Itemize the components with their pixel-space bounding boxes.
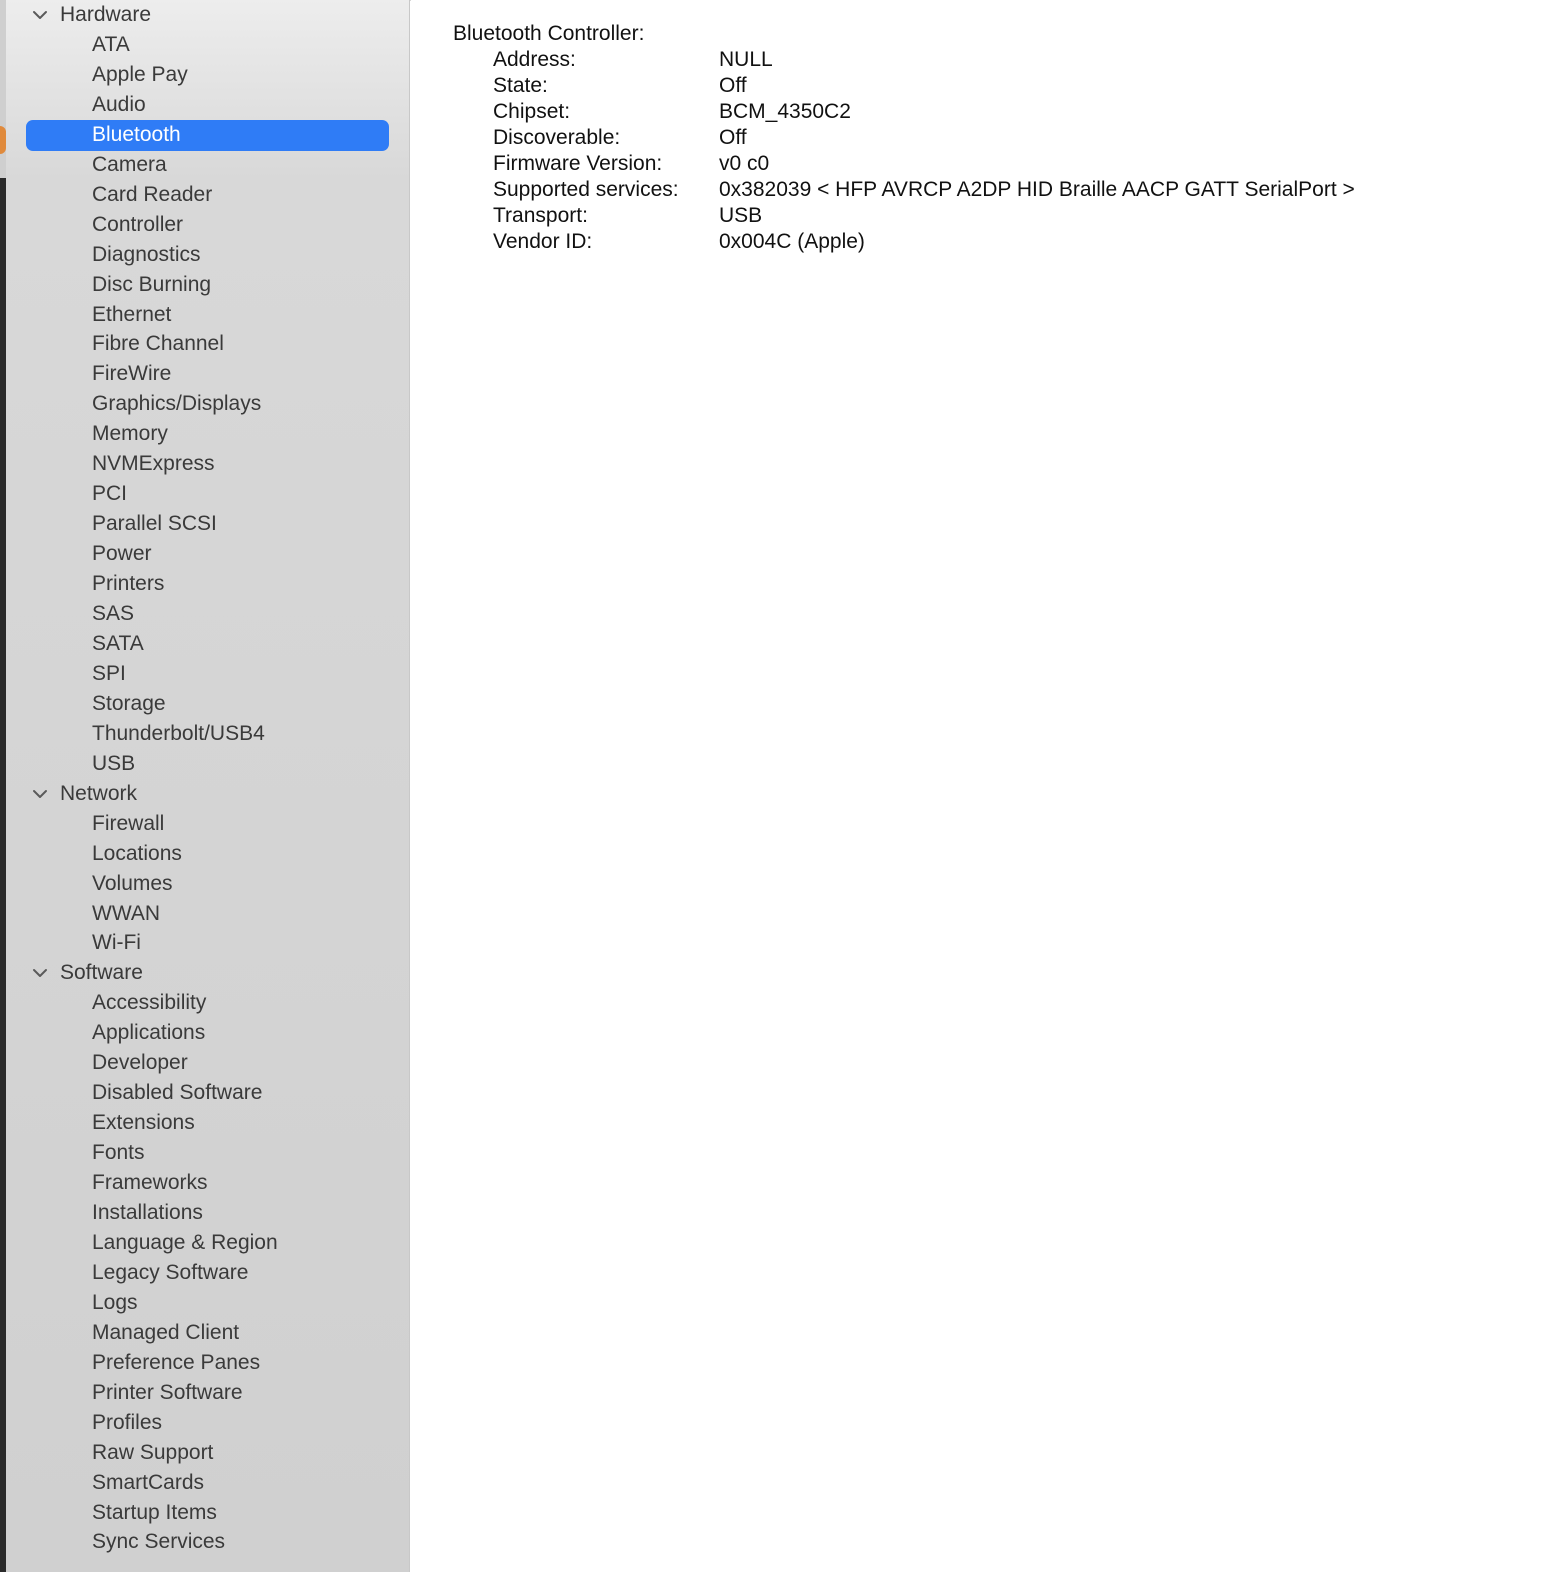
sidebar-item-label: Firewall (92, 811, 165, 835)
sidebar-item-legacy-software[interactable] (6, 1258, 410, 1288)
sidebar-item-label: Raw Support (92, 1440, 214, 1464)
sidebar-item-bluetooth[interactable] (6, 120, 410, 150)
detail-key: Supported services: (493, 178, 679, 201)
sidebar-item-sas[interactable] (6, 599, 410, 629)
sidebar-item-thunderbolt-usb4[interactable] (6, 719, 410, 749)
detail-value: v0 c0 (719, 152, 770, 175)
sidebar-item-label: Printers (92, 572, 165, 596)
sidebar-item-managed-client[interactable] (6, 1318, 410, 1348)
sidebar-section-hardware[interactable] (6, 0, 410, 30)
chevron-down-icon[interactable] (32, 787, 48, 801)
chevron-down-icon[interactable] (32, 966, 48, 980)
chevron-down-icon[interactable] (32, 8, 48, 22)
sidebar-item-label: USB (92, 751, 136, 775)
detail-value: Off (719, 126, 747, 149)
detail-key: Vendor ID: (493, 230, 593, 253)
detail-pane (411, 0, 1558, 1572)
sidebar-item-label: Developer (92, 1051, 188, 1075)
detail-key: Firmware Version: (493, 152, 663, 175)
sidebar-item-ethernet[interactable] (6, 300, 410, 330)
sidebar-item-frameworks[interactable] (6, 1168, 410, 1198)
sidebar-section-software[interactable] (6, 958, 410, 988)
sidebar-item-label: Locations (92, 841, 182, 865)
sidebar-item-installations[interactable] (6, 1198, 410, 1228)
sidebar-item-smartcards[interactable] (6, 1468, 410, 1498)
sidebar-item-camera[interactable] (6, 150, 410, 180)
sidebar-item-startup-items[interactable] (6, 1498, 410, 1528)
detail-key: Transport: (493, 204, 588, 227)
sidebar-item-diagnostics[interactable] (6, 240, 410, 270)
sidebar-item-label: Diagnostics (92, 242, 201, 266)
sidebar-item-disabled-software[interactable] (6, 1078, 410, 1108)
sidebar-item-label: Ethernet (92, 302, 172, 326)
sidebar-item-label: Fonts (92, 1141, 145, 1165)
sidebar-item-controller[interactable] (6, 210, 410, 240)
sidebar-item-label: Storage (92, 691, 166, 715)
sidebar-item-printers[interactable] (6, 569, 410, 599)
sidebar-item-label: Volumes (92, 871, 173, 895)
sidebar-item-label: Logs (92, 1290, 138, 1314)
sidebar-item-fonts[interactable] (6, 1138, 410, 1168)
sidebar-section-label: Software (60, 961, 143, 985)
sidebar-item-label: Power (92, 542, 152, 566)
sidebar-item-spi[interactable] (6, 659, 410, 689)
detail-heading: Bluetooth Controller: (453, 22, 645, 45)
sidebar-item-sync-services[interactable] (6, 1527, 410, 1557)
sidebar-item-label: Sync Services (92, 1530, 226, 1554)
sidebar-item-label: Apple Pay (92, 62, 188, 86)
sidebar-item-storage[interactable] (6, 689, 410, 719)
sidebar-item-label: Camera (92, 152, 167, 176)
selection-highlight (26, 120, 389, 151)
sidebar-item-label: ATA (92, 32, 130, 56)
sidebar-item-graphics-displays[interactable] (6, 389, 410, 419)
sidebar-item-nvmexpress[interactable] (6, 449, 410, 479)
sidebar-item-label: SmartCards (92, 1470, 205, 1494)
sidebar-item-audio[interactable] (6, 90, 410, 120)
sidebar-item-label: Memory (92, 422, 168, 446)
sidebar-item-label: Profiles (92, 1410, 163, 1434)
sidebar-item-label: Wi-Fi (92, 931, 141, 955)
detail-value: USB (719, 204, 763, 227)
sidebar-item-label: Startup Items (92, 1500, 217, 1524)
detail-value: Off (719, 74, 747, 97)
sidebar-item-language-region[interactable] (6, 1228, 410, 1258)
sidebar-item-label: NVMExpress (92, 452, 215, 476)
sidebar-item-apple-pay[interactable] (6, 60, 410, 90)
sidebar-item-label: Thunderbolt/USB4 (92, 721, 265, 745)
sidebar-item-label: Managed Client (92, 1320, 240, 1344)
sidebar-item-firewall[interactable] (6, 809, 410, 839)
sidebar-section-label: Network (60, 781, 138, 805)
sidebar-item-parallel-scsi[interactable] (6, 509, 410, 539)
sidebar-section-network[interactable] (6, 779, 410, 809)
sidebar-item-label: SAS (92, 602, 135, 625)
sidebar-item-pci[interactable] (6, 479, 410, 509)
sidebar-item-sata[interactable] (6, 629, 410, 659)
detail-value: 0x382039 < HFP AVRCP A2DP HID Braille AACP GATT SerialPort > (719, 178, 1355, 201)
sidebar-item-applications[interactable] (6, 1018, 410, 1048)
sidebar-section-label: Hardware (60, 3, 152, 26)
sidebar-item-usb[interactable] (6, 749, 410, 779)
sidebar-item-label: Bluetooth (92, 122, 181, 146)
sidebar-item-label: SPI (92, 661, 126, 685)
sidebar-item-label: PCI (92, 482, 128, 506)
sidebar-item-accessibility[interactable] (6, 988, 410, 1018)
sidebar-item-power[interactable] (6, 539, 410, 569)
detail-key: Discoverable: (493, 126, 621, 149)
sidebar-item-label: Printer Software (92, 1380, 243, 1404)
sidebar-tree[interactable] (6, 0, 410, 1572)
sidebar-item-profiles[interactable] (6, 1408, 410, 1438)
sidebar-item-extensions[interactable] (6, 1108, 410, 1138)
sidebar-item-card-reader[interactable] (6, 180, 410, 210)
sidebar-item-label: Applications (92, 1021, 206, 1045)
sidebar-item-label: Preference Panes (92, 1350, 261, 1374)
sidebar-item-raw-support[interactable] (6, 1438, 410, 1468)
sidebar-item-wwan[interactable] (6, 899, 410, 929)
detail-key: Chipset: (493, 100, 571, 123)
detail-value: BCM_4350C2 (719, 100, 851, 123)
sidebar-item-label: WWAN (92, 901, 161, 925)
sidebar-item-label: Legacy Software (92, 1260, 249, 1284)
sidebar-item-fibre-channel[interactable] (6, 329, 410, 359)
sidebar-item-label: Controller (92, 212, 184, 236)
sidebar-item-label: Parallel SCSI (92, 512, 217, 536)
detail-value: 0x004C (Apple) (719, 230, 865, 253)
sidebar-item-label: Language & Region (92, 1230, 278, 1254)
sidebar-item-label: Disc Burning (92, 272, 212, 296)
sidebar-item-label: Disabled Software (92, 1081, 263, 1105)
sidebar-item-label: Accessibility (92, 991, 207, 1015)
sidebar-item-label: Card Reader (92, 182, 213, 206)
sidebar-item-label: Installations (92, 1201, 203, 1224)
sidebar-item-label: Fibre Channel (92, 332, 224, 356)
sidebar-item-ata[interactable] (6, 30, 410, 60)
sidebar-item-label: Extensions (92, 1111, 195, 1135)
sidebar-item-wi-fi[interactable] (6, 928, 410, 958)
sidebar-item-label: Graphics/Displays (92, 392, 262, 416)
sidebar-item-label: Audio (92, 92, 146, 116)
detail-key: Address: (493, 48, 576, 71)
sidebar-item-memory[interactable] (6, 419, 410, 449)
detail-value: NULL (719, 48, 773, 71)
sidebar-item-locations[interactable] (6, 839, 410, 869)
sidebar-item-logs[interactable] (6, 1288, 410, 1318)
sidebar-item-label: FireWire (92, 362, 172, 386)
sidebar-item-disc-burning[interactable] (6, 270, 410, 300)
sidebar-item-preference-panes[interactable] (6, 1348, 410, 1378)
sidebar-item-printer-software[interactable] (6, 1378, 410, 1408)
sidebar-item-developer[interactable] (6, 1048, 410, 1078)
sidebar-item-label: SATA (92, 631, 144, 655)
sidebar-item-label: Frameworks (92, 1171, 208, 1195)
sidebar-item-volumes[interactable] (6, 869, 410, 899)
sidebar-item-firewire[interactable] (6, 359, 410, 389)
detail-key: State: (493, 74, 548, 97)
